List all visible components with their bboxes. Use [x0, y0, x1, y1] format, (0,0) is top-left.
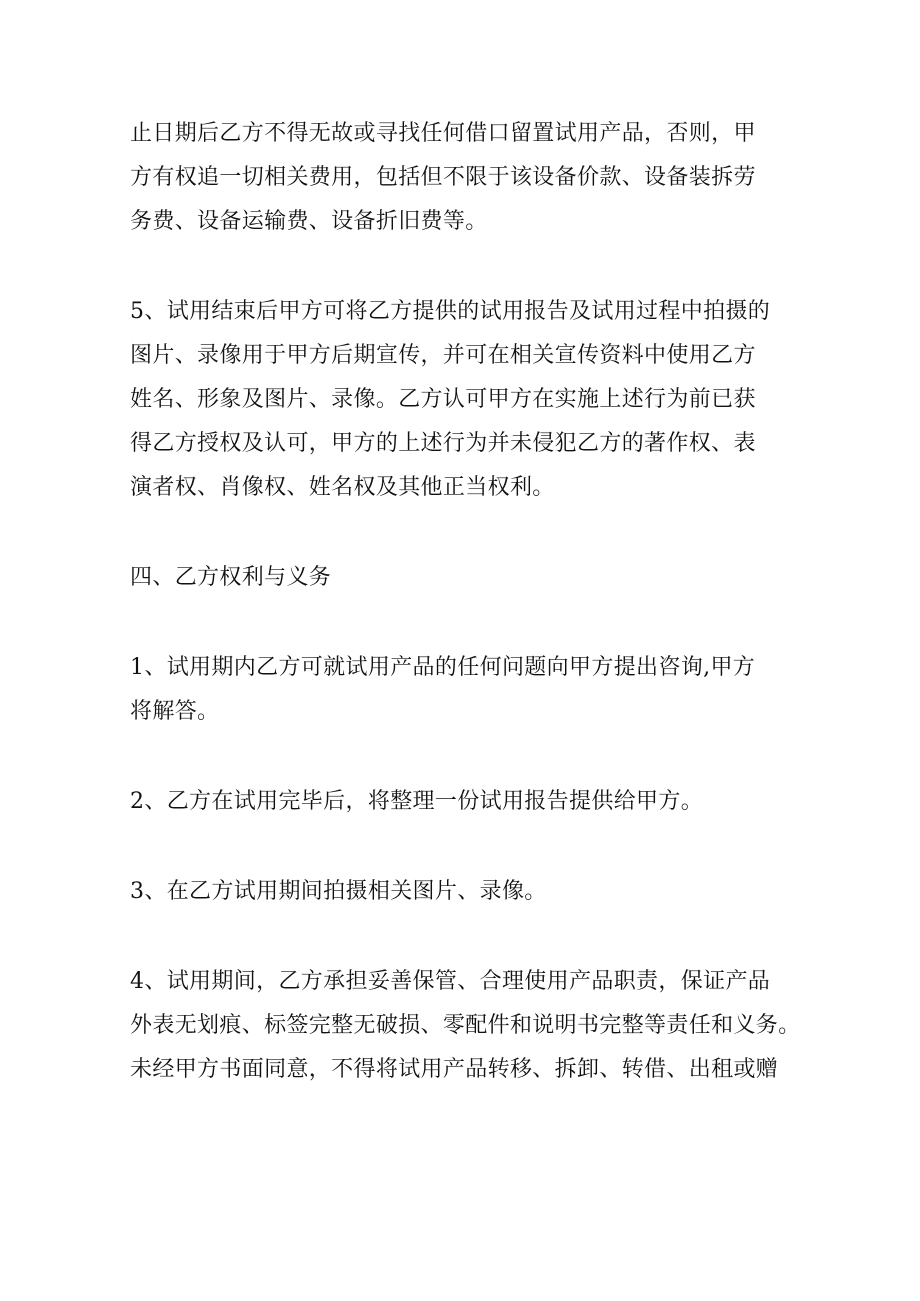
paragraph-spacer: [130, 510, 798, 556]
section-heading-party-b-rights: [130, 556, 798, 600]
paragraph-spacer: [130, 824, 798, 870]
text-line: 4、试用期间，乙方承担妥善保管、合理使用产品职责，保证产品: [130, 969, 771, 994]
paragraph-item-5-publicity: [130, 290, 798, 510]
text-line: 务费、设备运输费、设备折旧费等。: [130, 209, 488, 234]
document-body: [130, 112, 801, 1092]
paragraph-item-4-custody: [130, 960, 801, 1092]
text-line: 得乙方授权及认可，甲方的上述行为并未侵犯乙方的著作权、表: [130, 431, 756, 456]
text-line: 2、乙方在试用完毕后，将整理一份试用报告提供给甲方。: [130, 789, 704, 814]
paragraph-item-1-consultation: [130, 646, 798, 734]
paragraph-return-clause: [130, 112, 798, 244]
paragraph-spacer: [130, 734, 798, 780]
text-line: 将解答。: [130, 699, 220, 724]
text-line: 外表无划痕、标签完整无破损、零配件和说明书完整等责任和义务。: [130, 1013, 801, 1038]
text-line: 3、在乙方试用期间拍摄相关图片、录像。: [130, 879, 547, 904]
paragraph-spacer: [130, 244, 798, 290]
paragraph-spacer: [130, 914, 798, 960]
text-line: 未经甲方书面同意，不得将试用产品转移、拆卸、转借、出租或赠: [130, 1057, 779, 1082]
text-line: 止日期后乙方不得无故或寻找任何借口留置试用产品，否则，甲: [130, 121, 756, 146]
text-line: 1、试用期内乙方可就试用产品的任何问题向甲方提出咨询,甲方: [130, 655, 756, 680]
text-line: 方有权追一切相关费用，包括但不限于该设备价款、设备装拆劳: [130, 165, 756, 190]
text-line: 5、试用结束后甲方可将乙方提供的试用报告及试用过程中拍摄的: [130, 299, 771, 324]
paragraph-item-2-report: [130, 780, 798, 824]
text-line: 姓名、形象及图片、录像。乙方认可甲方在实施上述行为前已获: [130, 387, 756, 412]
text-line: 图片、录像用于甲方后期宣传，并可在相关宣传资料中使用乙方: [130, 343, 756, 368]
paragraph-spacer: [130, 600, 798, 646]
paragraph-item-3-photos: [130, 870, 798, 914]
section-heading-text: 四、乙方权利与义务: [130, 565, 332, 590]
text-line: 演者权、肖像权、姓名权及其他正当权利。: [130, 475, 555, 500]
